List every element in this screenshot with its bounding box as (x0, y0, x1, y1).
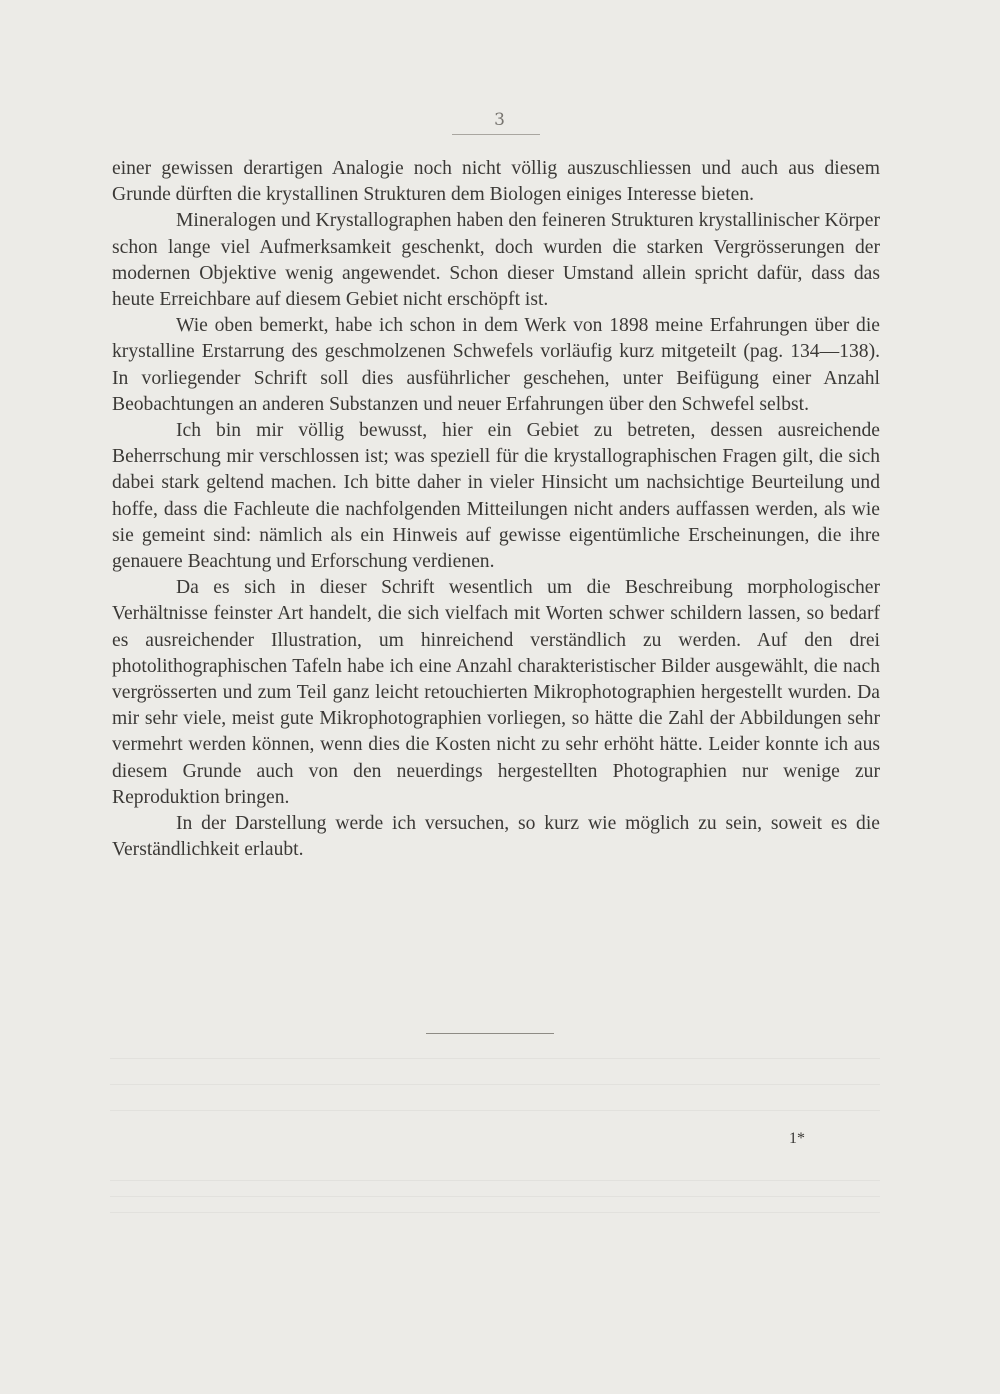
paragraph-5: Da es sich in dieser Schrift wesentlich um die Beschreibung morphologischer Verhältnisse feinster Art handelt, die sich vielfach mit Worten schwer schildern lassen, so bedarf es ausreichender Illustration, um hinreichend verständlich zu werden. Auf den drei photolithographischen Tafeln habe ich eine Anzahl charakteristischer Bilder ausgewählt, die nach vergrösserten und zum Teil ganz leicht retouchierten Mikrophotographien hergestellt wurden. Da mir sehr viele, meist gute Mikrophotographien vorliegen, so hätte die Zahl der Abbildungen sehr vermehrt werden können, wenn dies die Kosten nicht zu sehr erhöht hätte. Leider konnte ich aus diesem Grunde auch von den neuerdings hergestellten Photographien nur wenige zur Reproduktion bringen. (112, 577, 880, 808)
signature-mark: 1* (789, 1130, 805, 1147)
end-rule (426, 1033, 554, 1034)
bleed-through-line (110, 1110, 880, 1111)
bleed-through-line (110, 1196, 880, 1197)
header-rule (452, 134, 540, 135)
bleed-through-line (110, 1180, 880, 1181)
paragraph-6: In der Darstellung werde ich versuchen, so kurz wie möglich zu sein, soweit es die Verständlichkeit erlaubt. (112, 813, 880, 861)
bleed-through-line (110, 1084, 880, 1085)
page-number: 3 (494, 110, 506, 130)
bleed-through-line (110, 1058, 880, 1059)
paragraph-1: einer gewissen derartigen Analogie noch nicht völlig auszuschliessen und auch aus diesem Grunde dürften die krystallinen Strukturen dem Biologen einiges Interesse bieten. (112, 158, 880, 206)
body-text (112, 156, 880, 863)
bleed-through-line (110, 1212, 880, 1213)
paragraph-3: Wie oben bemerkt, habe ich schon in dem Werk von 1898 meine Erfahrungen über die krystalline Erstarrung des geschmolzenen Schwefels vorläufig kurz mitgeteilt (pag. 134—138). In vorliegender Schrift soll dies ausführlicher geschehen, unter Beifügung einer Anzahl Beobachtungen an anderen Substanzen und neuer Erfahrungen über den Schwefel selbst. (112, 315, 880, 415)
paragraph-2: Mineralogen und Krystallographen haben den feineren Strukturen krystallinischer Körper schon lange viel Aufmerksamkeit geschenkt, doch wurden die starken Vergrösserungen der modernen Objektive wenig angewendet. Schon dieser Umstand allein spricht dafür, dass das heute Erreichbare auf diesem Gebiet nicht erschöpft ist. (112, 210, 880, 311)
paragraph-4: Ich bin mir völlig bewusst, hier ein Gebiet zu betreten, dessen ausreichende Beherrschung mir verschlossen ist; was speziell für die krystallographischen Fragen gilt, die sich dabei stark geltend machen. Ich bitte daher in vieler Hinsicht um nachsichtige Beurteilung und hoffe, dass die Fachleute die nachfolgenden Mitteilungen nicht anders auffassen werden, als wie sie gemeint sind: nämlich als ein Hinweis auf gewisse eigentümliche Erscheinungen, die ihre genauere Beachtung und Erforschung verdienen. (112, 420, 880, 573)
